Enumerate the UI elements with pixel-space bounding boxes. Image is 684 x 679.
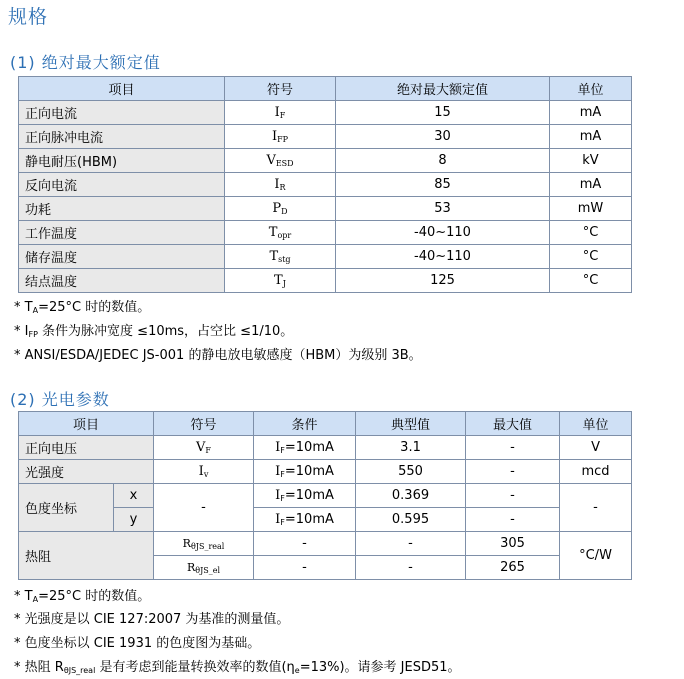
footnote: * ANSI/ESDA/JEDEC JS-001 的静电放电敏感度（HBM）为级别 3B。	[14, 348, 422, 363]
symbol-cell: $R_{\theta JS\_real}$	[154, 532, 254, 556]
row-label: 储存温度	[19, 245, 225, 269]
table-row	[19, 173, 632, 197]
row-label: 正向脉冲电流	[19, 125, 225, 149]
opt-heading: (2) 光电参数	[10, 390, 110, 409]
symbol-cell: $V_{ESD}$	[225, 149, 336, 173]
row-label: 正向电流	[19, 101, 225, 125]
row-label: 光强度	[19, 460, 154, 484]
value-cell: 53	[336, 197, 550, 221]
page-title: 规格	[8, 6, 49, 28]
table-row	[19, 101, 632, 125]
value-cell: 8	[336, 149, 550, 173]
header-typical: 典型值	[356, 412, 466, 436]
row-label: 工作温度	[19, 221, 225, 245]
max-cell: -	[466, 460, 560, 484]
value-cell: 85	[336, 173, 550, 197]
condition-cell: $I_F=10mA$	[254, 436, 356, 460]
max-cell: -	[466, 508, 560, 532]
footnote: * $T_A=25^\circ C$ 时的数值。	[14, 300, 151, 315]
symbol-cell: $P_D$	[225, 197, 336, 221]
typ-cell: 3.1	[356, 436, 466, 460]
unit-cell: -	[560, 484, 632, 532]
unit-cell: °C	[550, 245, 632, 269]
symbol-cell: $I_R$	[225, 173, 336, 197]
max-cell: 265	[466, 556, 560, 580]
table-row	[19, 149, 632, 173]
row-label: 热阻	[19, 532, 154, 580]
header-item: 项目	[19, 77, 225, 101]
header-unit: 单位	[550, 77, 632, 101]
footnote: * 色度坐标以 CIE 1931 的色度图为基础。	[14, 636, 261, 651]
typ-cell: -	[356, 532, 466, 556]
typ-cell: -	[356, 556, 466, 580]
condition-cell: $I_F=10mA$	[254, 460, 356, 484]
table-row	[19, 245, 632, 269]
max-cell: -	[466, 436, 560, 460]
unit-cell: °C	[550, 221, 632, 245]
footnote: * $I_{FP}$ 条件为脉冲宽度 ≤10ms，占空比 ≤1/10。	[14, 324, 294, 339]
table-row	[19, 532, 632, 556]
table-row	[19, 197, 632, 221]
value-cell: 30	[336, 125, 550, 149]
header-symbol: 符号	[225, 77, 336, 101]
unit-cell: °C/W	[560, 532, 632, 580]
unit-cell: °C	[550, 269, 632, 293]
symbol-cell: $T_{stg}$	[225, 245, 336, 269]
header-max: 最大值	[466, 412, 560, 436]
value-cell: 15	[336, 101, 550, 125]
abs-max-table	[18, 76, 632, 293]
unit-cell: mW	[550, 197, 632, 221]
table-header	[19, 77, 632, 101]
footnote: * $T_A=25^\circ C$ 时的数值。	[14, 589, 151, 604]
row-label: 结点温度	[19, 269, 225, 293]
symbol-cell: $T_{opr}$	[225, 221, 336, 245]
symbol-cell: $R_{\theta JS\_el}$	[154, 556, 254, 580]
footnote: * 光强度是以 CIE 127:2007 为基准的测量值。	[14, 612, 290, 627]
header-unit: 单位	[560, 412, 632, 436]
table-row	[19, 221, 632, 245]
abs-max-heading: (1) 绝对最大额定值	[10, 53, 161, 72]
max-cell: 305	[466, 532, 560, 556]
value-cell: -40~110	[336, 221, 550, 245]
symbol-cell: $V_F$	[154, 436, 254, 460]
optical-table	[18, 411, 632, 580]
header-condition: 条件	[254, 412, 356, 436]
row-label: 反向电流	[19, 173, 225, 197]
header-item: 项目	[19, 412, 154, 436]
sub-label-y: y	[114, 508, 154, 532]
table-row	[19, 484, 632, 508]
typ-cell: 0.595	[356, 508, 466, 532]
condition-cell: $I_F=10mA$	[254, 508, 356, 532]
table-header	[19, 412, 632, 436]
table-row	[19, 269, 632, 293]
unit-cell: mA	[550, 173, 632, 197]
unit-cell: mA	[550, 101, 632, 125]
symbol-cell: $T_J$	[225, 269, 336, 293]
row-label: 静电耐压(HBM)	[19, 149, 225, 173]
row-label: 功耗	[19, 197, 225, 221]
header-rating: 绝对最大额定值	[336, 77, 550, 101]
unit-cell: V	[560, 436, 632, 460]
unit-cell: mcd	[560, 460, 632, 484]
value-cell: 125	[336, 269, 550, 293]
unit-cell: kV	[550, 149, 632, 173]
condition-cell: -	[254, 556, 356, 580]
table-row	[19, 460, 632, 484]
symbol-cell: -	[154, 484, 254, 532]
header-symbol: 符号	[154, 412, 254, 436]
footnote: * 热阻 $R_{\theta JS\_real}$ 是有考虑到能量转换效率的数值$(\eta_e=13\%)$。请参考 JESD51。	[14, 660, 461, 675]
max-cell: -	[466, 484, 560, 508]
row-label: 色度坐标	[19, 484, 114, 532]
unit-cell: mA	[550, 125, 632, 149]
condition-cell: $I_F=10mA$	[254, 484, 356, 508]
symbol-cell: $I_{FP}$	[225, 125, 336, 149]
sub-label-x: x	[114, 484, 154, 508]
symbol-cell: $I_F$	[225, 101, 336, 125]
row-label: 正向电压	[19, 436, 154, 460]
symbol-cell: $I_v$	[154, 460, 254, 484]
table-row	[19, 125, 632, 149]
condition-cell: -	[254, 532, 356, 556]
typ-cell: 0.369	[356, 484, 466, 508]
table-row	[19, 436, 632, 460]
value-cell: -40~110	[336, 245, 550, 269]
typ-cell: 550	[356, 460, 466, 484]
